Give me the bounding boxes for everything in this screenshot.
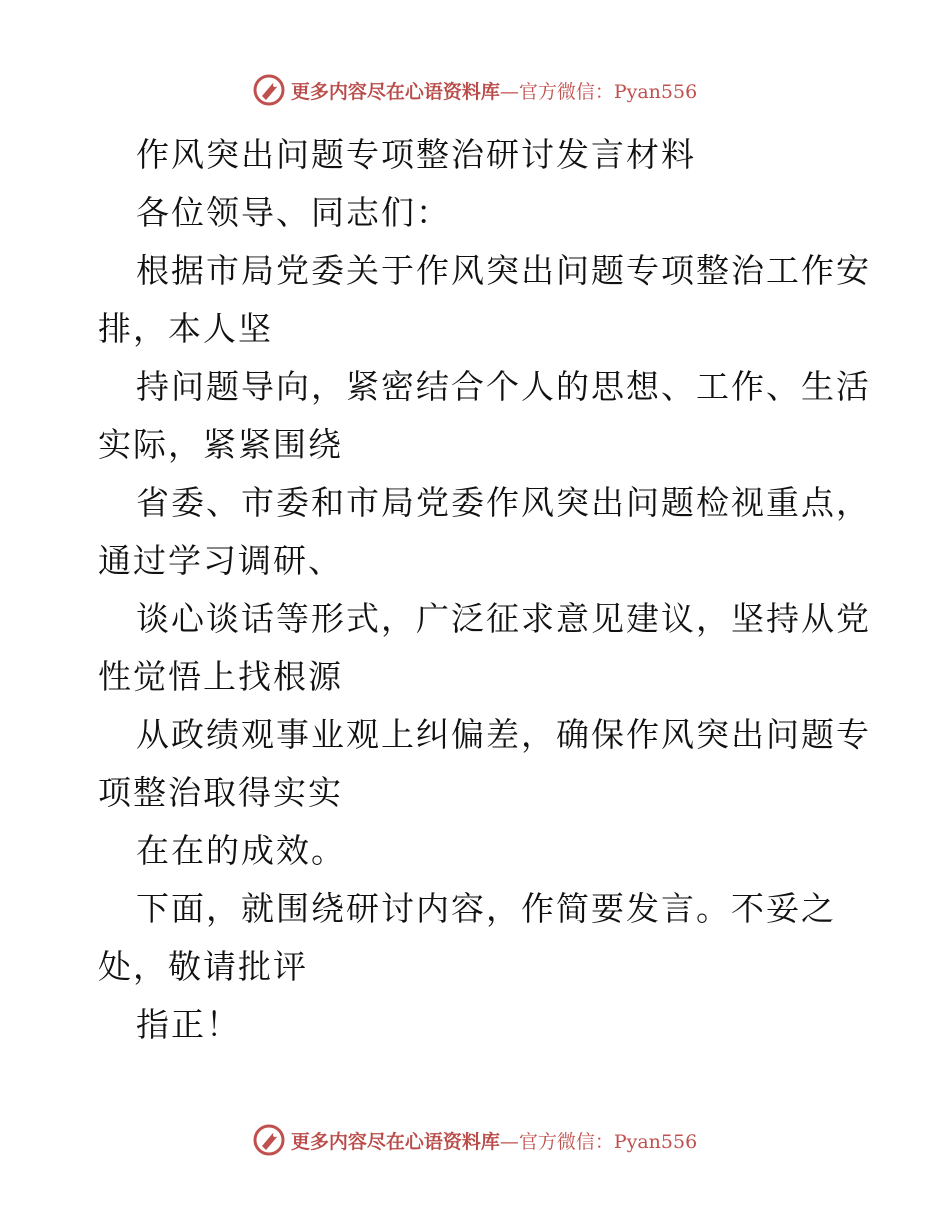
paragraph-line: 排，本人坚	[98, 309, 273, 348]
watermark-brand: 更多内容尽在心语资料库	[290, 80, 500, 103]
watermark-text	[291, 77, 697, 104]
paragraph-line: 指正！	[136, 1005, 241, 1044]
paragraph-line: 实际，紧紧围绕	[98, 425, 343, 464]
footer-watermark	[0, 1120, 950, 1160]
document-title: 作风突出问题专项整治研讨发言材料	[136, 135, 696, 174]
header-watermark	[0, 70, 950, 110]
watermark-contact: 官方微信：Pyan556	[518, 80, 698, 103]
paragraph-line: 各位领导、同志们：	[136, 193, 451, 232]
watermark-contact: 官方微信：Pyan556	[518, 1130, 698, 1153]
paragraph-line: 下面，就围绕研讨内容，作简要发言。不妥之	[136, 889, 836, 928]
paragraph-line: 项整治取得实实	[98, 773, 343, 812]
paragraph-line: 处，敬请批评	[98, 947, 308, 986]
paragraph-line: 省委、市委和市局党委作风突出问题检视重点，	[136, 483, 871, 522]
pen-nib-logo-icon	[253, 74, 285, 106]
watermark-text	[291, 1127, 697, 1154]
paragraph-line: 根据市局党委关于作风突出问题专项整治工作安	[136, 251, 871, 290]
watermark-brand: 更多内容尽在心语资料库	[290, 1130, 500, 1153]
document-body	[98, 126, 871, 1054]
paragraph-line: 从政绩观事业观上纠偏差，确保作风突出问题专	[136, 715, 871, 754]
paragraph-line: 性觉悟上找根源	[98, 657, 343, 696]
watermark-separator: —	[499, 1130, 519, 1153]
paragraph-line: 在在的成效。	[136, 831, 346, 870]
watermark-separator: —	[499, 80, 519, 103]
paragraph-line: 通过学习调研、	[98, 541, 343, 580]
paragraph-line: 谈心谈话等形式，广泛征求意见建议，坚持从党	[136, 599, 871, 638]
paragraph-line: 持问题导向，紧密结合个人的思想、工作、生活	[136, 367, 871, 406]
pen-nib-logo-icon	[253, 1124, 285, 1156]
